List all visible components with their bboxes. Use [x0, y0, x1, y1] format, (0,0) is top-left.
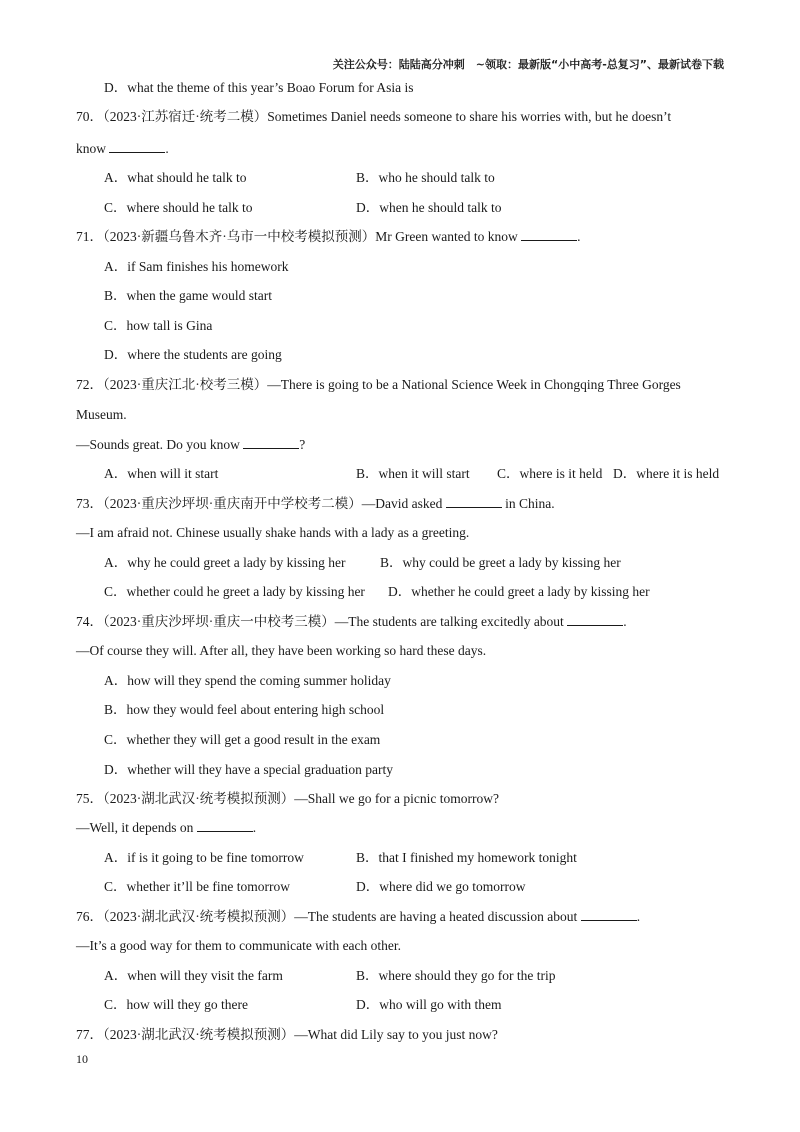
question-source: （2023·江苏宿迁·统考二模）	[103, 109, 268, 124]
question-source: （2023·新疆乌鲁木齐·乌市一中校考模拟预测）	[103, 229, 376, 244]
answer-blank	[567, 613, 623, 626]
question-75: 75．（2023·湖北武汉·统考模拟预测）—Shall we go for a picnic tomorrow?	[76, 791, 499, 806]
question-number: 77．	[76, 1027, 103, 1042]
option-b: B．why could be greet a lady by kissing her	[380, 555, 621, 570]
answer-blank	[581, 908, 637, 921]
option-c: C．where is it held	[497, 466, 603, 481]
option-d: D．where did we go tomorrow	[356, 879, 526, 894]
question-75-reply: —Well, it depends on .	[76, 820, 257, 835]
option-c: C．how will they go there	[104, 997, 248, 1012]
question-number: 70．	[76, 109, 103, 124]
option-d: D．when he should talk to	[356, 200, 502, 215]
question-source: （2023·湖北武汉·统考模拟预测）	[103, 791, 295, 806]
option-d: D．where the students are going	[104, 347, 282, 362]
prev-option-d: D．what the theme of this year’s Boao Forum for Asia is	[104, 80, 414, 95]
question-74-reply: —Of course they will. After all, they have been working so hard these days.	[76, 643, 487, 658]
option-b: B．that I finished my homework tonight	[356, 850, 577, 865]
page-header: 关注公众号：陆陆高分冲刺 ~领取：最新版“小中高考-总复习”、最新试卷下载	[332, 58, 724, 71]
question-number: 75．	[76, 791, 103, 806]
option-a: A．if is it going to be fine tomorrow	[104, 850, 304, 865]
answer-blank	[243, 436, 299, 449]
question-source: （2023·重庆沙坪坝·重庆南开中学校考二模）	[103, 496, 362, 511]
option-a: A．when will it start	[104, 466, 219, 481]
question-stem: Sometimes Daniel needs someone to share his worries with, but he doesn’t	[267, 109, 672, 124]
option-a: A．if Sam finishes his homework	[104, 259, 289, 274]
option-b: B．when the game would start	[104, 288, 272, 303]
question-76-reply: —It’s a good way for them to communicate with each other.	[76, 938, 402, 953]
question-76: 76．（2023·湖北武汉·统考模拟预测）—The students are having a heated discussion about .	[76, 909, 641, 924]
question-73: 73．（2023·重庆沙坪坝·重庆南开中学校考二模）—David asked in China.	[76, 496, 555, 511]
option-c: C．whether could he greet a lady by kissing her	[104, 584, 365, 599]
option-d: D．whether will they have a special graduation party	[104, 762, 394, 777]
answer-blank	[197, 819, 253, 832]
question-72: 72．（2023·重庆江北·校考三模）—There is going to be a National Science Week in Chongqing Three Gorges	[76, 377, 681, 392]
question-number: 76．	[76, 909, 103, 924]
question-70-stem-cont: know .	[76, 141, 169, 156]
question-number: 72．	[76, 377, 103, 392]
answer-blank	[109, 140, 165, 153]
question-70	[76, 108, 671, 126]
option-a: A．why he could greet a lady by kissing her	[104, 555, 346, 570]
question-source: （2023·重庆沙坪坝·重庆一中校考三模）	[103, 614, 335, 629]
question-73-reply: —I am afraid not. Chinese usually shake hands with a lady as a greeting.	[76, 525, 470, 540]
option-b: B．when it will start	[356, 466, 470, 481]
question-source: （2023·湖北武汉·统考模拟预测）	[103, 1027, 295, 1042]
option-c: C．whether it’ll be fine tomorrow	[104, 879, 290, 894]
option-d: D．whether he could greet a lady by kissing her	[388, 584, 650, 599]
question-74: 74．（2023·重庆沙坪坝·重庆一中校考三模）—The students are talking excitedly about .	[76, 614, 627, 629]
question-number: 71．	[76, 229, 103, 244]
answer-blank	[446, 495, 502, 508]
question-number: 73．	[76, 496, 103, 511]
question-72-stem-cont: Museum.	[76, 407, 127, 422]
question-number: 74．	[76, 614, 103, 629]
answer-blank	[521, 228, 577, 241]
option-c: C．where should he talk to	[104, 200, 253, 215]
option-d: D．who will go with them	[356, 997, 502, 1012]
option-a: A．what should he talk to	[104, 170, 247, 185]
option-a: A．how will they spend the coming summer holiday	[104, 673, 391, 688]
option-b: B．who he should talk to	[356, 170, 495, 185]
question-71: 71．（2023·新疆乌鲁木齐·乌市一中校考模拟预测）Mr Green wanted to know .	[76, 229, 581, 244]
option-c: C．whether they will get a good result in the exam	[104, 732, 381, 747]
question-source: （2023·湖北武汉·统考模拟预测）	[103, 909, 295, 924]
option-b: B．how they would feel about entering high school	[104, 702, 385, 717]
page-number: 10	[76, 1052, 88, 1066]
option-d: D．where it is held	[613, 466, 720, 481]
question-72-reply: —Sounds great. Do you know ?	[76, 437, 306, 452]
option-c: C．how tall is Gina	[104, 318, 213, 333]
option-a: A．when will they visit the farm	[104, 968, 283, 983]
question-source: （2023·重庆江北·校考三模）	[103, 377, 268, 392]
question-77: 77．（2023·湖北武汉·统考模拟预测）—What did Lily say to you just now?	[76, 1027, 498, 1042]
option-b: B．where should they go for the trip	[356, 968, 556, 983]
